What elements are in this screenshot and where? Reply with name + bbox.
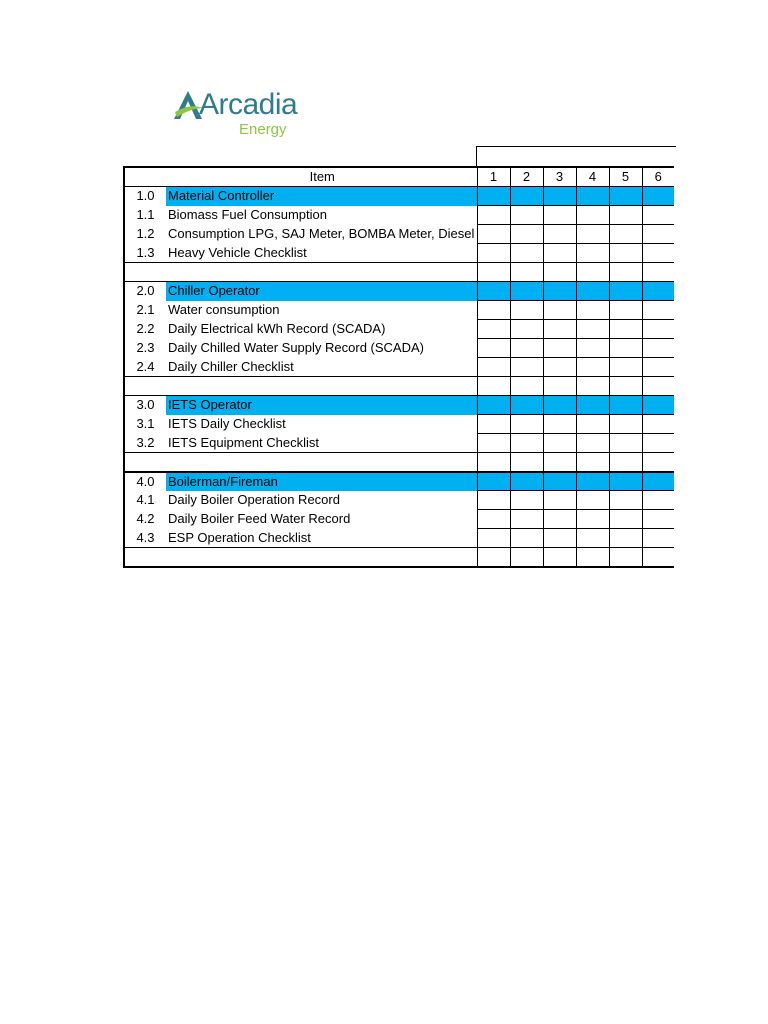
item-label: IETS Daily Checklist — [166, 415, 477, 434]
day-cell[interactable] — [642, 358, 674, 377]
day-cell[interactable] — [609, 187, 642, 206]
table-row — [124, 510, 674, 529]
day-cell[interactable] — [609, 491, 642, 510]
day-cell[interactable] — [642, 263, 674, 282]
row-number: 3.0 — [124, 396, 166, 415]
section-title: Chiller Operator — [166, 282, 477, 301]
day-header-5: 5 — [609, 167, 642, 187]
item-label — [166, 453, 477, 472]
day-header-1: 1 — [477, 167, 510, 187]
header-box — [476, 146, 676, 166]
day-cell[interactable] — [543, 491, 576, 510]
day-cell[interactable] — [477, 339, 510, 358]
day-cell[interactable] — [609, 225, 642, 244]
day-cell[interactable] — [642, 529, 674, 548]
day-cell[interactable] — [642, 282, 674, 301]
day-cell[interactable] — [576, 491, 609, 510]
day-cell[interactable] — [477, 320, 510, 339]
table-row — [124, 358, 674, 377]
row-number: 1.0 — [124, 187, 166, 206]
day-cell[interactable] — [543, 263, 576, 282]
day-cell[interactable] — [609, 320, 642, 339]
day-cell[interactable] — [543, 548, 576, 567]
day-cell[interactable] — [609, 358, 642, 377]
day-cell[interactable] — [543, 301, 576, 320]
spacer-row — [124, 453, 674, 472]
day-cell[interactable] — [510, 548, 543, 567]
day-cell[interactable] — [642, 472, 674, 491]
day-cell[interactable] — [609, 434, 642, 453]
day-cell[interactable] — [543, 320, 576, 339]
day-cell[interactable] — [642, 187, 674, 206]
day-cell[interactable] — [543, 244, 576, 263]
day-cell[interactable] — [510, 472, 543, 491]
day-cell[interactable] — [609, 339, 642, 358]
day-cell[interactable] — [576, 282, 609, 301]
day-cell[interactable] — [576, 320, 609, 339]
table-row — [124, 206, 674, 225]
day-cell[interactable] — [609, 453, 642, 472]
day-cell[interactable] — [477, 453, 510, 472]
day-cell[interactable] — [642, 206, 674, 225]
checklist-table — [123, 166, 674, 568]
item-label — [166, 263, 477, 282]
row-number: 2.4 — [124, 358, 166, 377]
day-cell[interactable] — [543, 339, 576, 358]
row-number: 4.1 — [124, 491, 166, 510]
day-cell[interactable] — [543, 358, 576, 377]
row-number: 3.2 — [124, 434, 166, 453]
row-number: 2.2 — [124, 320, 166, 339]
day-cell[interactable] — [576, 529, 609, 548]
day-cell[interactable] — [543, 415, 576, 434]
row-number: 1.1 — [124, 206, 166, 225]
table-row — [124, 320, 674, 339]
day-cell[interactable] — [609, 301, 642, 320]
day-cell[interactable] — [510, 491, 543, 510]
spacer-row — [124, 263, 674, 282]
day-cell[interactable] — [642, 225, 674, 244]
day-cell[interactable] — [543, 206, 576, 225]
item-label: ESP Operation Checklist — [166, 529, 477, 548]
row-number: 3.1 — [124, 415, 166, 434]
spacer-row — [124, 377, 674, 396]
day-header-2: 2 — [510, 167, 543, 187]
day-cell[interactable] — [510, 415, 543, 434]
day-cell[interactable] — [477, 434, 510, 453]
day-cell[interactable] — [609, 415, 642, 434]
day-cell[interactable] — [510, 320, 543, 339]
row-number — [124, 263, 166, 282]
table-row — [124, 225, 674, 244]
day-cell[interactable] — [510, 358, 543, 377]
day-cell[interactable] — [510, 301, 543, 320]
day-cell[interactable] — [477, 244, 510, 263]
day-cell[interactable] — [576, 263, 609, 282]
day-cell[interactable] — [543, 396, 576, 415]
day-cell[interactable] — [576, 472, 609, 491]
day-cell[interactable] — [609, 472, 642, 491]
day-cell[interactable] — [510, 377, 543, 396]
item-header: Item — [166, 167, 477, 187]
day-cell[interactable] — [510, 244, 543, 263]
spacer-row — [124, 548, 674, 567]
row-number: 4.3 — [124, 529, 166, 548]
day-cell[interactable] — [543, 510, 576, 529]
day-cell[interactable] — [642, 301, 674, 320]
day-header-3: 3 — [543, 167, 576, 187]
row-number — [124, 548, 166, 567]
section-row — [124, 396, 674, 415]
day-cell[interactable] — [477, 263, 510, 282]
day-cell[interactable] — [609, 510, 642, 529]
day-cell[interactable] — [510, 339, 543, 358]
day-cell[interactable] — [576, 244, 609, 263]
day-cell[interactable] — [510, 263, 543, 282]
section-title: Material Controller — [166, 187, 477, 206]
section-row — [124, 472, 674, 491]
table-row — [124, 339, 674, 358]
day-cell[interactable] — [477, 206, 510, 225]
day-cell[interactable] — [642, 491, 674, 510]
day-cell[interactable] — [477, 472, 510, 491]
day-cell[interactable] — [543, 377, 576, 396]
day-cell[interactable] — [543, 453, 576, 472]
item-label — [166, 548, 477, 567]
day-cell[interactable] — [477, 491, 510, 510]
day-cell[interactable] — [642, 339, 674, 358]
day-header-6: 6 — [642, 167, 674, 187]
day-cell[interactable] — [576, 301, 609, 320]
table-row — [124, 244, 674, 263]
item-label: Daily Boiler Feed Water Record — [166, 510, 477, 529]
day-cell[interactable] — [576, 453, 609, 472]
item-label: Daily Chiller Checklist — [166, 358, 477, 377]
day-cell[interactable] — [543, 472, 576, 491]
day-cell[interactable] — [642, 377, 674, 396]
day-cell[interactable] — [576, 434, 609, 453]
table-row — [124, 529, 674, 548]
day-header-4: 4 — [576, 167, 609, 187]
day-cell[interactable] — [642, 548, 674, 567]
day-cell[interactable] — [609, 263, 642, 282]
section-title: IETS Operator — [166, 396, 477, 415]
day-cell[interactable] — [510, 282, 543, 301]
day-cell[interactable] — [576, 225, 609, 244]
day-cell[interactable] — [609, 396, 642, 415]
day-cell[interactable] — [543, 282, 576, 301]
day-cell[interactable] — [609, 244, 642, 263]
table-row — [124, 415, 674, 434]
day-cell[interactable] — [477, 377, 510, 396]
day-cell[interactable] — [543, 529, 576, 548]
day-cell[interactable] — [609, 206, 642, 225]
day-cell[interactable] — [576, 187, 609, 206]
day-cell[interactable] — [510, 453, 543, 472]
table-row — [124, 434, 674, 453]
day-cell[interactable] — [609, 282, 642, 301]
day-cell[interactable] — [576, 339, 609, 358]
day-cell[interactable] — [477, 529, 510, 548]
day-cell[interactable] — [477, 301, 510, 320]
table-row — [124, 491, 674, 510]
number-header-cell — [124, 167, 166, 187]
section-row — [124, 187, 674, 206]
day-cell[interactable] — [609, 377, 642, 396]
item-label: Daily Electrical kWh Record (SCADA) — [166, 320, 477, 339]
day-cell[interactable] — [510, 434, 543, 453]
day-cell[interactable] — [576, 206, 609, 225]
logo-name: Arcadia — [199, 88, 298, 121]
item-label: IETS Equipment Checklist — [166, 434, 477, 453]
row-number — [124, 377, 166, 396]
item-label: Daily Chilled Water Supply Record (SCADA) — [166, 339, 477, 358]
item-label: Consumption LPG, SAJ Meter, BOMBA Meter, Diesel — [166, 225, 477, 244]
day-cell[interactable] — [642, 453, 674, 472]
section-row — [124, 282, 674, 301]
day-cell[interactable] — [543, 187, 576, 206]
row-number: 2.1 — [124, 301, 166, 320]
day-cell[interactable] — [576, 396, 609, 415]
row-number: 4.2 — [124, 510, 166, 529]
day-cell[interactable] — [477, 225, 510, 244]
row-number: 4.0 — [124, 472, 166, 491]
day-cell[interactable] — [510, 225, 543, 244]
day-cell[interactable] — [477, 358, 510, 377]
table-row — [124, 301, 674, 320]
section-title: Boilerman/Fireman — [166, 472, 477, 491]
day-cell[interactable] — [510, 206, 543, 225]
day-cell[interactable] — [477, 396, 510, 415]
row-number: 1.3 — [124, 244, 166, 263]
item-label: Water consumption — [166, 301, 477, 320]
row-number: 1.2 — [124, 225, 166, 244]
day-cell[interactable] — [543, 434, 576, 453]
day-cell[interactable] — [477, 415, 510, 434]
item-label: Daily Boiler Operation Record — [166, 491, 477, 510]
logo-subtitle: Energy — [239, 121, 287, 138]
row-number: 2.3 — [124, 339, 166, 358]
item-label: Heavy Vehicle Checklist — [166, 244, 477, 263]
item-label — [166, 377, 477, 396]
day-cell[interactable] — [510, 187, 543, 206]
day-cell[interactable] — [642, 244, 674, 263]
day-cell[interactable] — [642, 396, 674, 415]
day-cell[interactable] — [543, 225, 576, 244]
day-cell[interactable] — [477, 548, 510, 567]
day-cell[interactable] — [576, 358, 609, 377]
day-cell[interactable] — [477, 282, 510, 301]
day-cell[interactable] — [477, 187, 510, 206]
day-cell[interactable] — [510, 510, 543, 529]
table-header-row — [124, 167, 674, 187]
day-cell[interactable] — [510, 396, 543, 415]
row-number: 2.0 — [124, 282, 166, 301]
day-cell[interactable] — [642, 510, 674, 529]
day-cell[interactable] — [510, 529, 543, 548]
day-cell[interactable] — [576, 415, 609, 434]
day-cell[interactable] — [642, 415, 674, 434]
day-cell[interactable] — [642, 320, 674, 339]
day-cell[interactable] — [609, 529, 642, 548]
row-number — [124, 453, 166, 472]
day-cell[interactable] — [576, 548, 609, 567]
item-label: Biomass Fuel Consumption — [166, 206, 477, 225]
day-cell[interactable] — [477, 510, 510, 529]
day-cell[interactable] — [576, 377, 609, 396]
arcadia-energy-logo — [171, 86, 296, 146]
day-cell[interactable] — [642, 434, 674, 453]
day-cell[interactable] — [576, 510, 609, 529]
day-cell[interactable] — [609, 548, 642, 567]
